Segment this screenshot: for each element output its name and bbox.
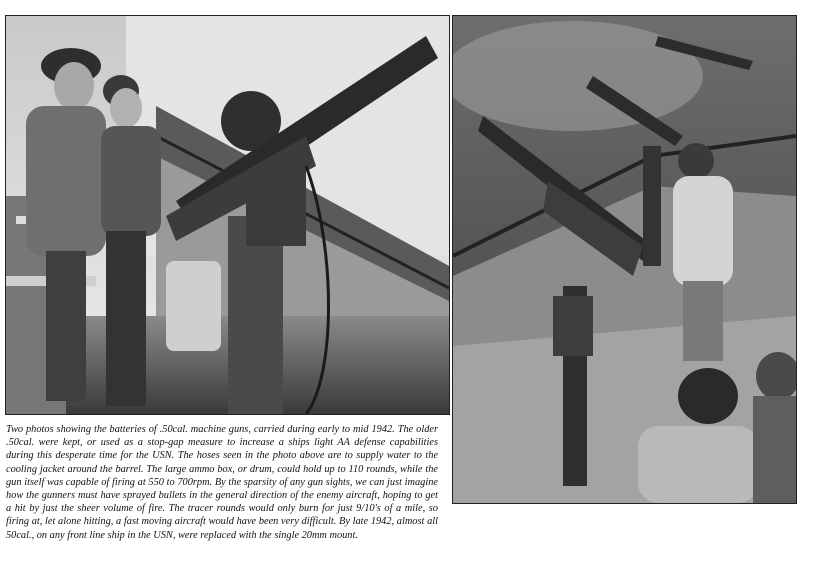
left-photo	[5, 15, 450, 415]
left-photo-image	[6, 16, 449, 414]
right-photo	[452, 15, 797, 504]
photo-caption: Two photos showing the batteries of .50cal. machine guns, carried during early to mid 1942. The older .50cal. were kept, or used as a stop-gap measure to increase a ships light AA defense capabilities during this desperate time for the USN. The hoses seen in the photo above are to supply water to the cooling jacket around the barrel. The large ammo box, or drum, could hold up to 110 rounds, while the gun itself was capable of firing at 550 to 700rpm. By the sparsity of any gun sights, we can just imagine how the gunners must have sprayed bullets in the general direction of the enemy aircraft, hoping to get a hit by just the sheer volume of fire. The tracer rounds would only burn for just 9/10's of a mile, so firing at, let alone hitting, a fast moving aircraft would have been very difficult. By late 1942, almost all 50cal., on any front line ship in the USN, were replaced with the single 20mm mount.	[6, 424, 438, 541]
right-photo-image	[453, 16, 796, 503]
